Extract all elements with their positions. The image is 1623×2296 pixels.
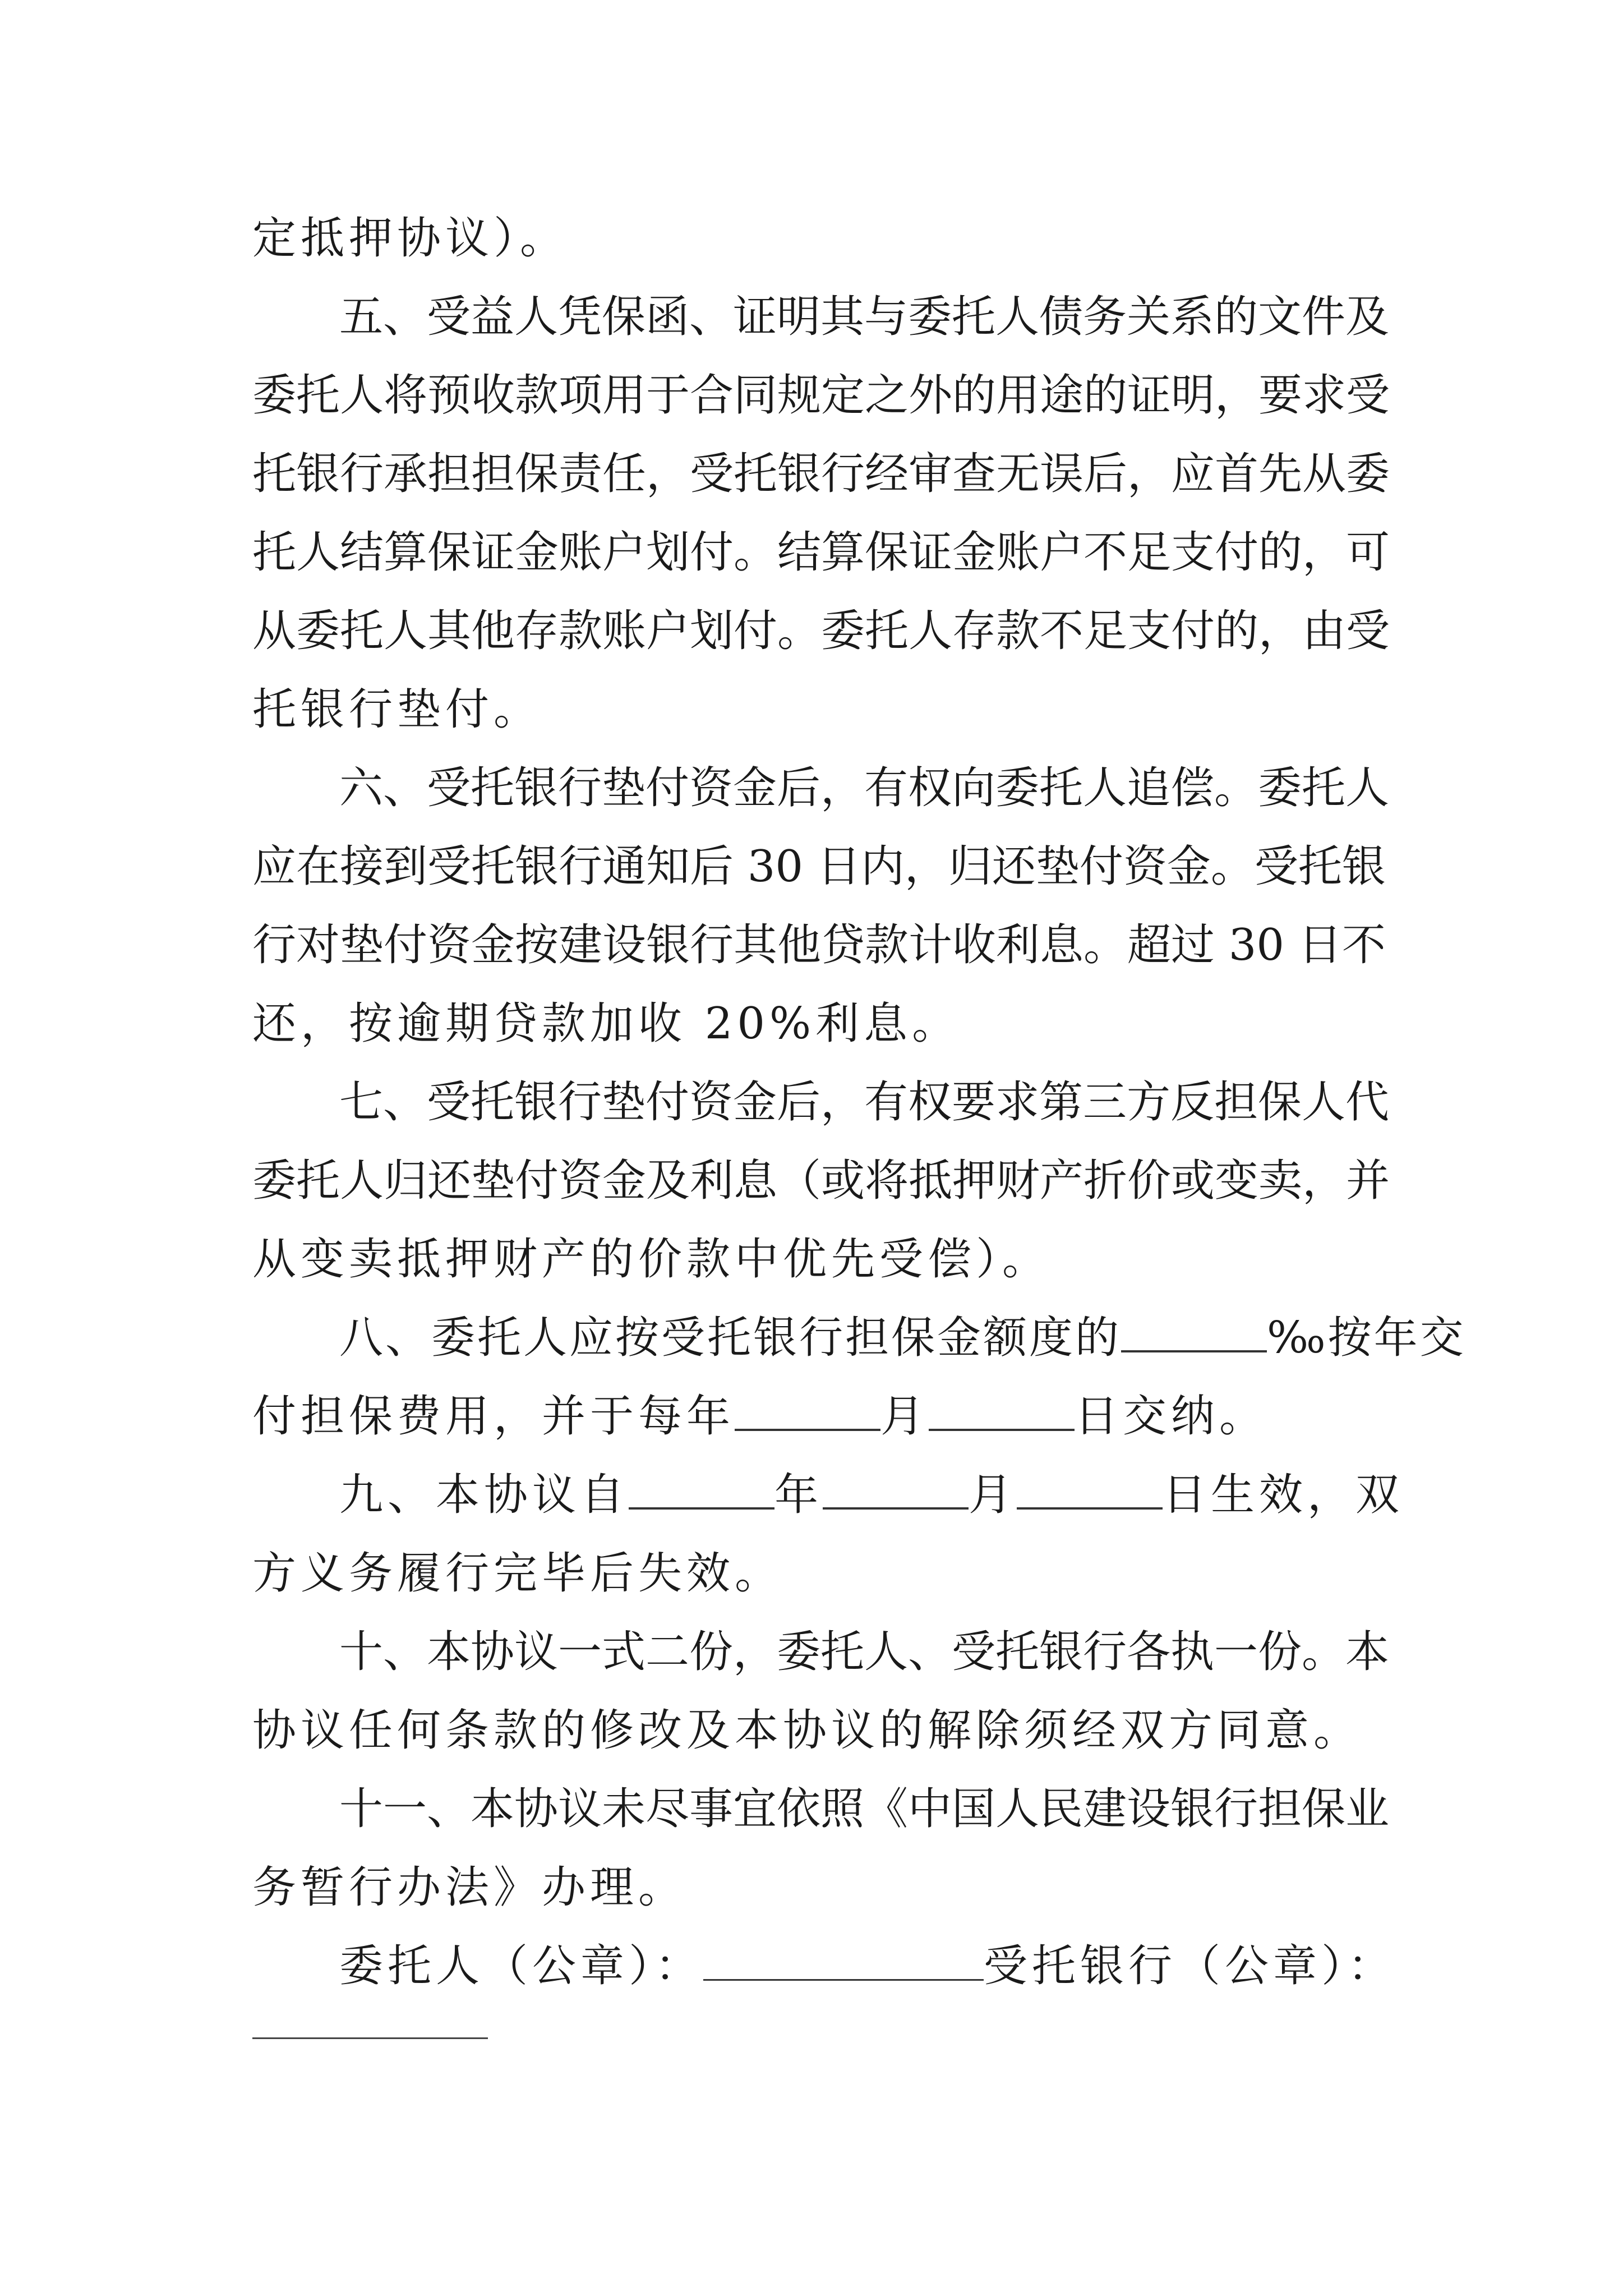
text-line: 七、受托银行垫付资金后，有权要求第三方反担保人代 [339,1077,1390,1128]
text-line: 十、本协议一式二份，委托人、受托银行各执一份。本 [339,1627,1390,1677]
text-line: 六、受托银行垫付资金后，有权向委托人追偿。委托人 [339,763,1390,813]
client-seal-label: 委托人（公章）： [339,1941,704,1991]
clause-8-line-1 [339,1310,1466,1366]
clause-9-text: 年 [774,1470,823,1520]
clause-8-line-2 [252,1388,1385,1444]
text-line: 托人结算保证金账户划付。结算保证金账户不足支付的，可 [252,527,1390,578]
text-line: 协议任何条款的修改及本协议的解除须经双方同意。 [252,1705,1362,1756]
clause-8-text: 日交纳。 [1075,1391,1268,1442]
clause-8-text: 月 [880,1391,929,1442]
payment-day-blank[interactable] [929,1389,1075,1431]
effective-year-blank[interactable] [629,1468,774,1510]
text-line: 托银行承担担保责任，受托银行经审查无误后，应首先从委 [252,449,1390,499]
effective-day-blank[interactable] [1017,1468,1163,1510]
signature-line [339,1938,1396,1994]
text-line: 还，按逾期贷款加收 20%利息。 [252,999,961,1049]
text-line: 从变卖抵押财产的价款中优先受偿）。 [252,1234,1051,1285]
text-line: 托银行垫付。 [252,684,542,735]
clause-9-text: 九、本协议自 [339,1470,629,1520]
text-line: 委托人将预收款项用于合同规定之外的用途的证明，要求受 [252,370,1390,421]
client-seal-blank[interactable] [703,1940,984,1981]
bank-seal-label: 受托银行（公章）： [984,1941,1396,1991]
text-line: 方义务履行完毕后失效。 [252,1548,783,1599]
text-line: 委托人归还垫付资金及利息（或将抵押财产折价或变卖，并 [252,1156,1390,1206]
clause-8-text: 付担保费用，并于每年 [252,1391,735,1442]
clause-9-line-1 [339,1467,1404,1523]
payment-month-blank[interactable] [735,1389,880,1431]
clause-9-text: 月 [969,1470,1017,1520]
text-line: 十一、本协议未尽事宜依照《中国人民建设银行担保业 [339,1784,1390,1834]
text-line: 应在接到受托银行通知后 30 日内，归还垫付资金。受托银 [252,841,1386,892]
text-line: 务暂行办法》办理。 [252,1862,687,1913]
clause-8-text: 八、委托人应按受托银行担保金额度的 [339,1313,1122,1363]
text-line: 从委托人其他存款账户划付。委托人存款不足支付的，由受 [252,606,1390,656]
text-line: 定抵押协议）。 [252,213,569,264]
text-line: 行对垫付资金按建设银行其他贷款计收利息。超过 30 日不 [252,920,1386,970]
effective-month-blank[interactable] [823,1468,969,1510]
clause-9-text: 日生效，双 [1163,1470,1404,1520]
text-line: 五、受益人凭保函、证明其与委托人债务关系的文件及 [339,292,1390,342]
footnote-divider [252,2037,488,2039]
fee-rate-blank[interactable] [1121,1311,1267,1352]
clause-8-text: ‰按年交 [1267,1313,1466,1363]
